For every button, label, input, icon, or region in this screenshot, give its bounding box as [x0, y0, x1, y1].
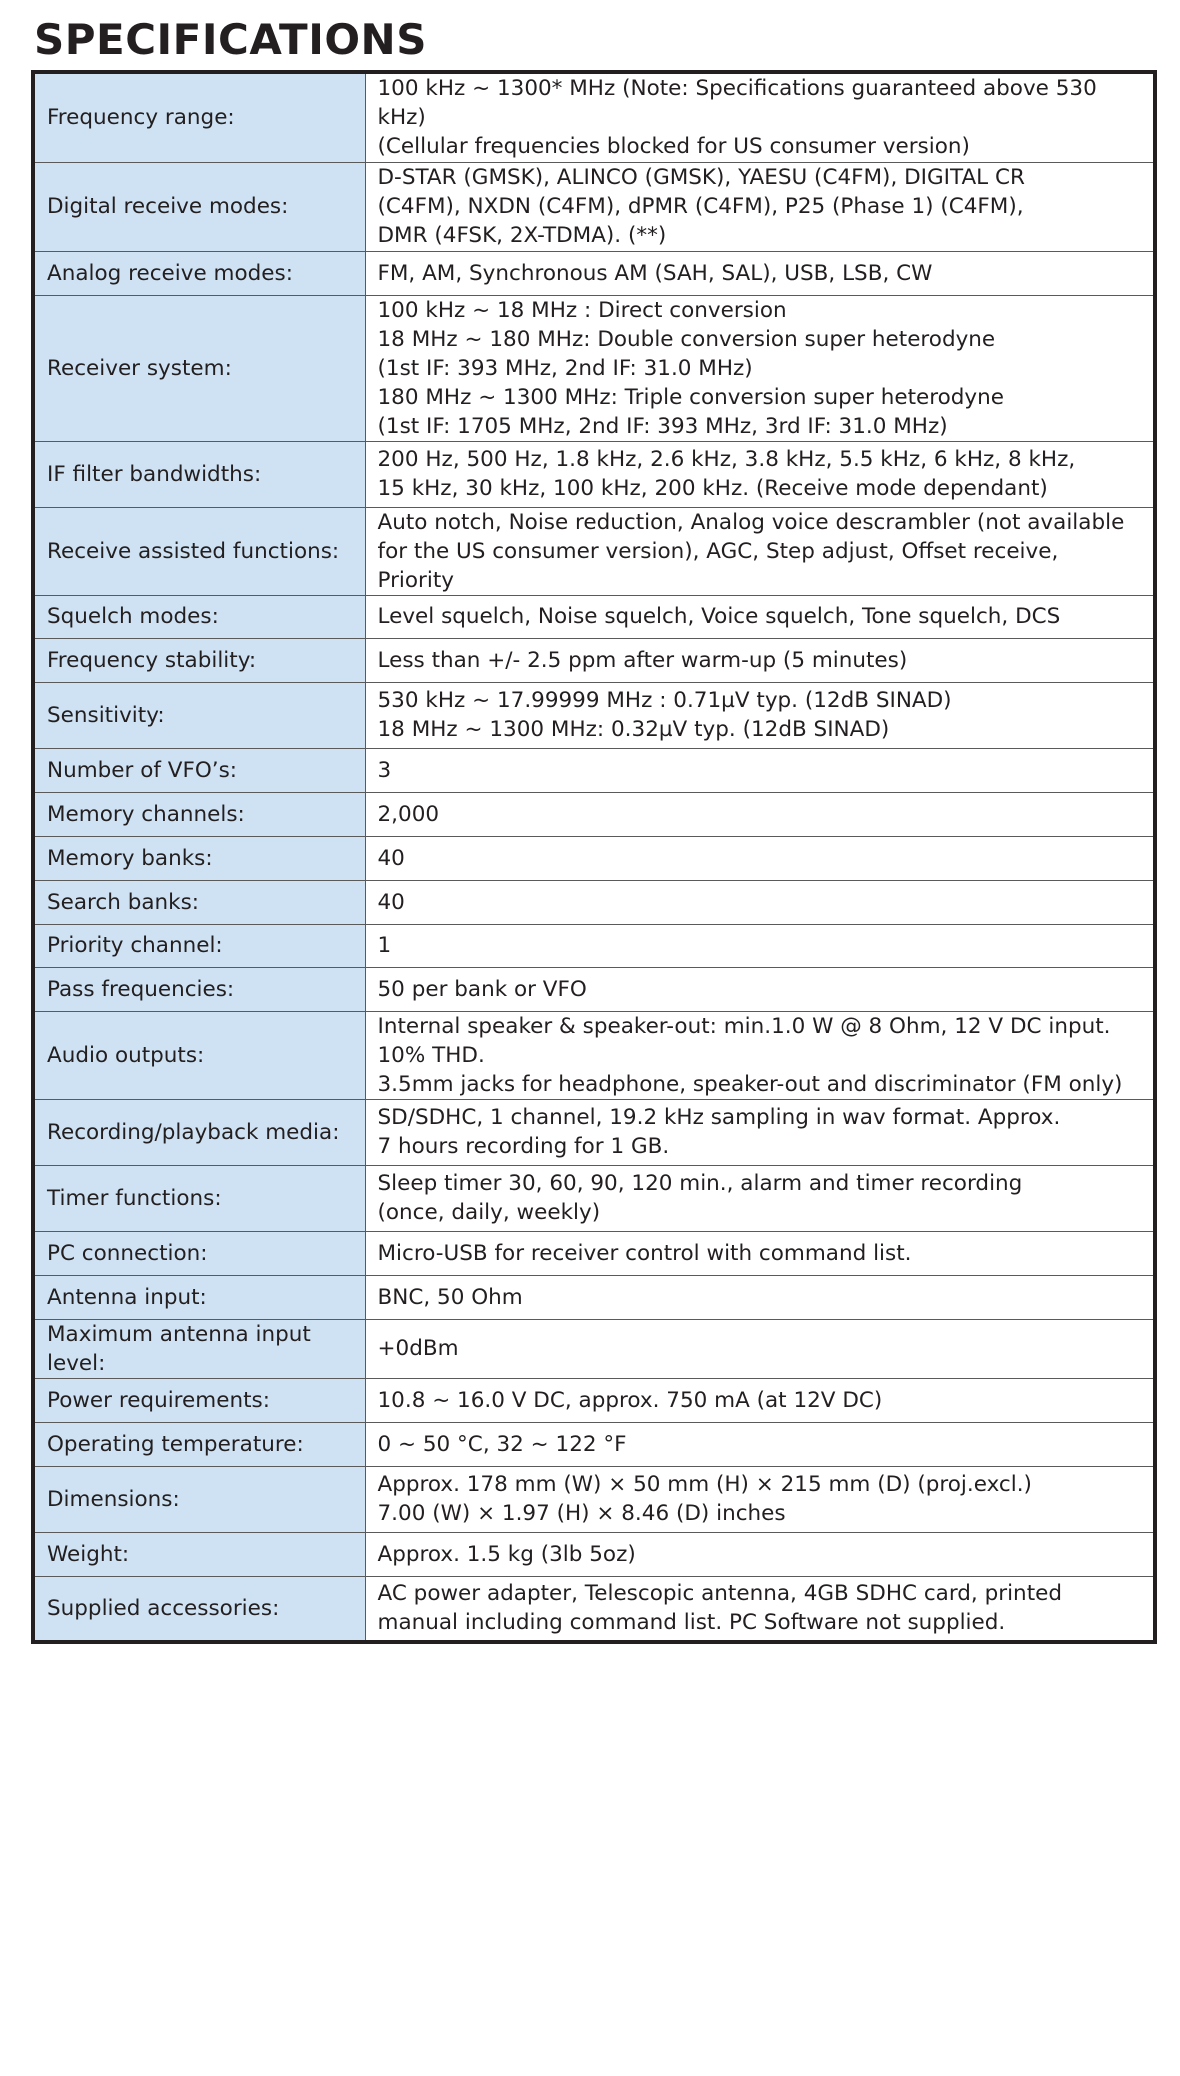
spec-row: [33, 162, 1155, 251]
spec-label: Antenna input:: [33, 1275, 365, 1319]
spec-value: Sleep timer 30, 60, 90, 120 min., alarm and timer recording (once, daily, weekly): [365, 1165, 1155, 1231]
spec-label: Supplied accessories:: [33, 1576, 365, 1642]
spec-label: Memory channels:: [33, 792, 365, 836]
spec-row: [33, 1099, 1155, 1165]
spec-label: Recording/playback media:: [33, 1099, 365, 1165]
spec-value: 40: [365, 836, 1155, 880]
spec-value: 3: [365, 748, 1155, 792]
spec-row: [33, 1011, 1155, 1099]
spec-value: SD/SDHC, 1 channel, 19.2 kHz sampling in wav format. Approx. 7 hours recording for 1 GB.: [365, 1099, 1155, 1165]
spec-row: [33, 595, 1155, 638]
spec-value: Auto notch, Noise reduction, Analog voice descrambler (not available for the US consumer version), AGC, Step adjust, Offset receive, Priority: [365, 507, 1155, 595]
spec-label: Weight:: [33, 1532, 365, 1576]
spec-row: [33, 1576, 1155, 1642]
spec-value: 50 per bank or VFO: [365, 967, 1155, 1011]
spec-value: BNC, 50 Ohm: [365, 1275, 1155, 1319]
spec-label: Priority channel:: [33, 924, 365, 967]
spec-row: [33, 924, 1155, 967]
spec-label: Memory banks:: [33, 836, 365, 880]
spec-label: Dimensions:: [33, 1466, 365, 1532]
spec-value: FM, AM, Synchronous AM (SAH, SAL), USB, LSB, CW: [365, 251, 1155, 295]
spec-label: Number of VFO’s:: [33, 748, 365, 792]
spec-row: [33, 1378, 1155, 1422]
spec-value: 530 kHz ~ 17.99999 MHz : 0.71µV typ. (12dB SINAD) 18 MHz ~ 1300 MHz: 0.32µV typ. (12dB SINAD): [365, 682, 1155, 748]
spec-label: Timer functions:: [33, 1165, 365, 1231]
spec-row: [33, 1422, 1155, 1466]
spec-row: [33, 1532, 1155, 1576]
spec-label: Frequency range:: [33, 72, 365, 162]
spec-row: [33, 72, 1155, 162]
spec-label: Analog receive modes:: [33, 251, 365, 295]
spec-row: [33, 441, 1155, 507]
spec-value: 0 ~ 50 °C, 32 ~ 122 °F: [365, 1422, 1155, 1466]
spec-row: [33, 880, 1155, 924]
spec-row: [33, 1231, 1155, 1275]
spec-row: [33, 792, 1155, 836]
page-title: SPECIFICATIONS: [34, 15, 427, 64]
spec-value: D-STAR (GMSK), ALINCO (GMSK), YAESU (C4FM), DIGITAL CR (C4FM), NXDN (C4FM), dPMR (C4FM), P25 (Phase 1) (C4FM), DMR (4FSK, 2X-TDMA). (**): [365, 162, 1155, 251]
spec-value: Level squelch, Noise squelch, Voice squelch, Tone squelch, DCS: [365, 595, 1155, 638]
spec-label: Squelch modes:: [33, 595, 365, 638]
spec-row: [33, 1275, 1155, 1319]
spec-row: [33, 967, 1155, 1011]
specifications-table: [31, 70, 1157, 1644]
spec-label: Receiver system:: [33, 295, 365, 441]
spec-row: [33, 748, 1155, 792]
spec-value: Approx. 178 mm (W) × 50 mm (H) × 215 mm (D) (proj.excl.) 7.00 (W) × 1.97 (H) × 8.46 (D) inches: [365, 1466, 1155, 1532]
spec-row: [33, 1165, 1155, 1231]
spec-value: +0dBm: [365, 1319, 1155, 1378]
spec-value: 10.8 ~ 16.0 V DC, approx. 750 mA (at 12V DC): [365, 1378, 1155, 1422]
spec-row: [33, 682, 1155, 748]
spec-value: 100 kHz ~ 18 MHz : Direct conversion 18 MHz ~ 180 MHz: Double conversion super heterodyne (1st IF: 393 MHz, 2nd IF: 31.0 MHz) 180 MHz ~ 1300 MHz: Triple conversion super heterodyne (1st IF: 1705 MHz, 2nd IF: 393 MHz, 3rd IF: 31.0 MHz): [365, 295, 1155, 441]
spec-row: [33, 638, 1155, 682]
spec-row: [33, 507, 1155, 595]
spec-label: Power requirements:: [33, 1378, 365, 1422]
spec-row: [33, 251, 1155, 295]
spec-row: [33, 295, 1155, 441]
spec-value: 100 kHz ~ 1300* MHz (Note: Specifications guaranteed above 530 kHz) (Cellular frequencies blocked for US consumer version): [365, 72, 1155, 162]
spec-label: IF filter bandwidths:: [33, 441, 365, 507]
spec-label: Operating temperature:: [33, 1422, 365, 1466]
spec-label: Digital receive modes:: [33, 162, 365, 251]
spec-value: AC power adapter, Telescopic antenna, 4GB SDHC card, printed manual including command list. PC Software not supplied.: [365, 1576, 1155, 1642]
spec-row: [33, 1319, 1155, 1378]
spec-row: [33, 1466, 1155, 1532]
spec-value: Approx. 1.5 kg (3lb 5oz): [365, 1532, 1155, 1576]
spec-label: Search banks:: [33, 880, 365, 924]
spec-value: 40: [365, 880, 1155, 924]
spec-value: 200 Hz, 500 Hz, 1.8 kHz, 2.6 kHz, 3.8 kHz, 5.5 kHz, 6 kHz, 8 kHz, 15 kHz, 30 kHz, 100 kHz, 200 kHz. (Receive mode dependant): [365, 441, 1155, 507]
spec-label: Pass frequencies:: [33, 967, 365, 1011]
spec-label: Receive assisted functions:: [33, 507, 365, 595]
spec-row: [33, 836, 1155, 880]
specifications-table-body: [33, 72, 1155, 1642]
spec-label: Maximum antenna input level:: [33, 1319, 365, 1378]
spec-value: 1: [365, 924, 1155, 967]
spec-value: Micro-USB for receiver control with command list.: [365, 1231, 1155, 1275]
spec-label: Frequency stability:: [33, 638, 365, 682]
spec-label: PC connection:: [33, 1231, 365, 1275]
spec-value: 2,000: [365, 792, 1155, 836]
spec-label: Audio outputs:: [33, 1011, 365, 1099]
spec-value: Less than +/- 2.5 ppm after warm-up (5 minutes): [365, 638, 1155, 682]
spec-label: Sensitivity:: [33, 682, 365, 748]
spec-value: Internal speaker & speaker-out: min.1.0 W @ 8 Ohm, 12 V DC input. 10% THD. 3.5mm jacks for headphone, speaker-out and discriminator (FM only): [365, 1011, 1155, 1099]
